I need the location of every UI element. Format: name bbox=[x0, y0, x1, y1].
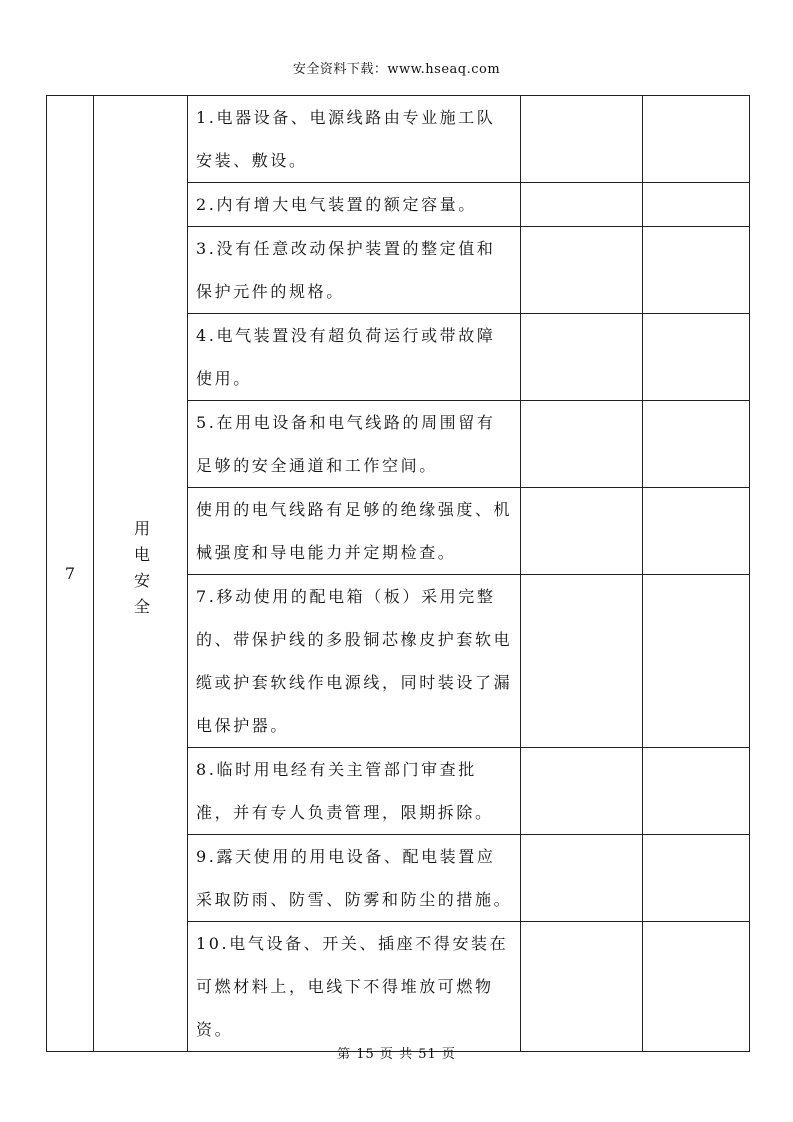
checklist-item: 2.内有增大电气装置的额定容量。 bbox=[188, 183, 521, 227]
safety-checklist-table bbox=[46, 95, 750, 1052]
remark-cell bbox=[643, 227, 750, 314]
page-footer: 第 15 页 共 51 页 bbox=[337, 1047, 456, 1062]
checklist-item: 7.移动使用的配电箱（板）采用完整的、带保护线的多股铜芯橡皮护套软电缆或护套软线作电源线，同时装设了漏电保护器。 bbox=[188, 575, 521, 748]
check-cell bbox=[521, 401, 643, 488]
remark-cell bbox=[643, 748, 750, 835]
check-cell bbox=[521, 183, 643, 227]
remark-cell bbox=[643, 183, 750, 227]
check-cell bbox=[521, 922, 643, 1052]
remark-cell bbox=[643, 401, 750, 488]
checklist-item: 10.电气设备、开关、插座不得安装在可燃材料上，电线下不得堆放可燃物资。 bbox=[188, 922, 521, 1052]
check-cell bbox=[521, 575, 643, 748]
section-category: 用电安全 bbox=[131, 519, 151, 624]
check-cell bbox=[521, 96, 643, 183]
checklist-item: 3.没有任意改动保护装置的整定值和保护元件的规格。 bbox=[188, 227, 521, 314]
section-number: 7 bbox=[47, 96, 94, 1052]
remark-cell bbox=[643, 96, 750, 183]
check-cell bbox=[521, 488, 643, 575]
check-cell bbox=[521, 227, 643, 314]
remark-cell bbox=[643, 835, 750, 922]
remark-cell bbox=[643, 488, 750, 575]
check-cell bbox=[521, 314, 643, 401]
page-header: 安全资料下载：www.hseaq.com bbox=[292, 62, 501, 77]
checklist-item: 4.电气装置没有超负荷运行或带故障使用。 bbox=[188, 314, 521, 401]
checklist-item: 9.露天使用的用电设备、配电装置应采取防雨、防雪、防雾和防尘的措施。 bbox=[188, 835, 521, 922]
checklist-item: 8.临时用电经有关主管部门审查批准，并有专人负责管理，限期拆除。 bbox=[188, 748, 521, 835]
checklist-item: 使用的电气线路有足够的绝缘强度、机械强度和导电能力并定期检查。 bbox=[188, 488, 521, 575]
checklist-item: 1.电器设备、电源线路由专业施工队安装、敷设。 bbox=[188, 96, 521, 183]
checklist-item: 5.在用电设备和电气线路的周围留有足够的安全通道和工作空间。 bbox=[188, 401, 521, 488]
section-category-cell bbox=[94, 96, 188, 1052]
table-row bbox=[47, 96, 750, 183]
remark-cell bbox=[643, 314, 750, 401]
check-cell bbox=[521, 835, 643, 922]
remark-cell bbox=[643, 575, 750, 748]
check-cell bbox=[521, 748, 643, 835]
remark-cell bbox=[643, 922, 750, 1052]
